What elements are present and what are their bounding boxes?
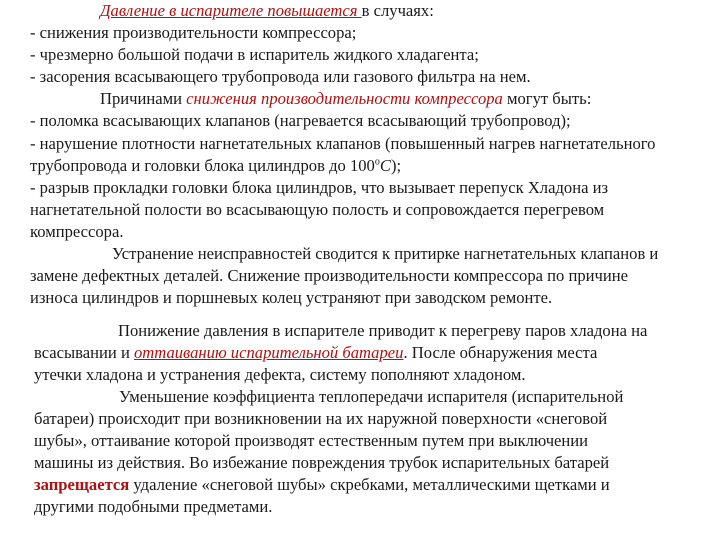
text-line: нагнетательной полости во всасывающую полость и сопровождается перегревом xyxy=(30,199,605,219)
text-line: замене дефектных деталей. Снижение производительности компрессора по причине xyxy=(30,266,629,286)
text-block-evaporator-pressure-drop xyxy=(34,320,698,518)
evaporator-pressure-rises-link[interactable]: Давление в испарителе повышается xyxy=(100,1,362,20)
pressure-drop-heading-line: Понижение давления в испарителе приводит к перегреву паров хладона на xyxy=(118,321,648,340)
cases-text: в случаях: xyxy=(361,1,434,20)
celsius-unit: С xyxy=(379,155,391,175)
list-item: - нарушение плотности нагнетательных клапанов (повышенный нагрев нагнетательного xyxy=(30,133,656,153)
list-item: - засорения всасывающего трубопровода или газового фильтра на нем. xyxy=(30,67,531,87)
text-line: другими подобными предметами. xyxy=(34,497,273,516)
paragraph-heading-line xyxy=(30,0,716,22)
list-item: - разрыв прокладки головки блока цилиндров, что вызывает перепуск Хладона из xyxy=(30,177,609,197)
text-line xyxy=(34,342,698,364)
text-line: износа цилиндров и поршневых колец устраняют при заводском ремонте. xyxy=(30,288,553,308)
remedy-heading-line: Устранение неисправностей сводится к притирке нагнетательных клапанов и xyxy=(112,244,659,264)
after-detection-text: . После обнаружения места xyxy=(403,343,598,362)
prohibited-emphasis: запрещается xyxy=(34,475,130,494)
suction-text: всасывании и xyxy=(34,343,134,362)
list-item: - поломка всасывающих клапанов (нагревается всасывающий трубопровод); xyxy=(30,111,571,131)
text-line xyxy=(30,155,716,177)
text-line: машины из действия. Во избежание повреждения трубок испарительных батарей xyxy=(34,453,610,472)
text-line: батареи) происходит при возникновении на их наружной поверхности «снеговой xyxy=(34,409,608,428)
compressor-capacity-drop-emphasis: снижения производительности компрессора xyxy=(186,89,503,109)
degree-superscript: о xyxy=(374,156,380,168)
scraping-text: удаление «снеговой шубы» скребками, металлическими щетками и xyxy=(129,475,610,494)
causes-start: Причинами xyxy=(100,89,187,109)
list-item: - снижения производительности компрессора; xyxy=(30,23,357,43)
temperature-end: ); xyxy=(390,155,402,175)
causes-end: могут быть: xyxy=(502,89,592,109)
text-line xyxy=(34,474,698,496)
text-line: утечки хладона и устранения дефекта, систему пополняют хладоном. xyxy=(34,365,526,384)
evaporator-defrost-link[interactable]: оттаиванию испарительной батареи xyxy=(133,343,404,362)
text-line: компрессора. xyxy=(30,221,124,241)
text-block-evaporator-pressure-rise xyxy=(30,0,716,309)
heat-transfer-heading-line: Уменьшение коэффициента теплопередачи испарителя (испарительной xyxy=(119,387,624,406)
temperature-text: трубопровода и головки блока цилиндров до 100 xyxy=(30,155,375,175)
causes-heading-line xyxy=(30,88,716,110)
text-line: шубы», оттаивание которой производят естественным путем при выключении xyxy=(34,431,589,450)
list-item: - чрезмерно большой подачи в испаритель жидкого хладагента; xyxy=(30,45,479,65)
